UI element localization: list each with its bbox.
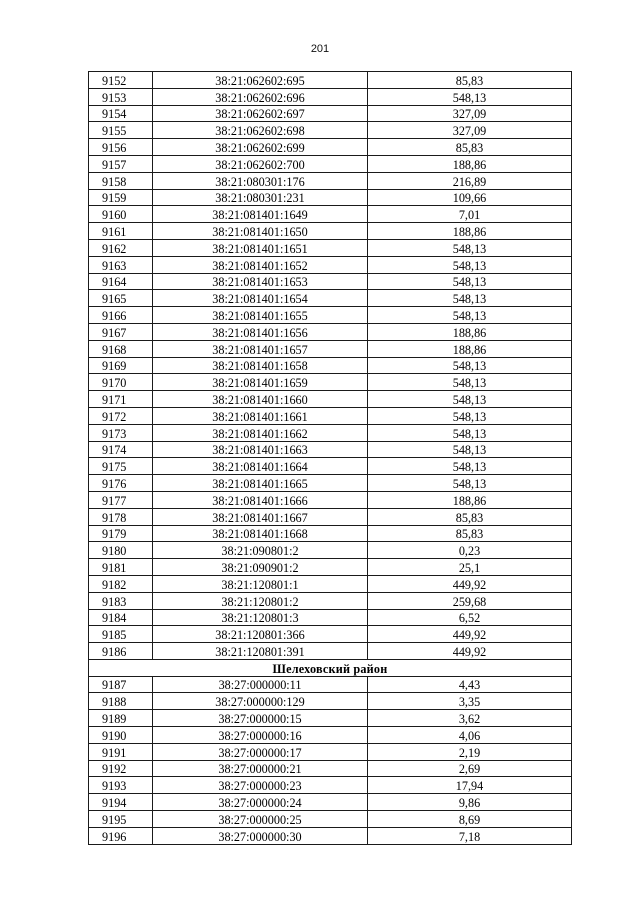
- cadastral-number-cell: 38:21:120801:366: [153, 626, 368, 643]
- row-number-cell: 9186: [89, 643, 153, 660]
- area-value-cell: 2,69: [368, 760, 572, 777]
- table-row: [89, 811, 572, 828]
- cadastral-number-cell: 38:21:081401:1658: [153, 357, 368, 374]
- cadastral-number-cell: 38:21:081401:1657: [153, 340, 368, 357]
- cadastral-number-cell: 38:27:000000:16: [153, 727, 368, 744]
- cadastral-number-cell: 38:27:000000:24: [153, 794, 368, 811]
- area-value-cell: 548,13: [368, 290, 572, 307]
- area-value-cell: 548,13: [368, 256, 572, 273]
- area-value-cell: 85,83: [368, 72, 572, 89]
- row-number-cell: 9166: [89, 307, 153, 324]
- table-row: [89, 592, 572, 609]
- table-row: [89, 122, 572, 139]
- table-row: [89, 525, 572, 542]
- area-value-cell: 6,52: [368, 609, 572, 626]
- area-value-cell: 327,09: [368, 105, 572, 122]
- cadastral-number-cell: 38:21:081401:1650: [153, 223, 368, 240]
- row-number-cell: 9175: [89, 458, 153, 475]
- row-number-cell: 9159: [89, 189, 153, 206]
- cadastral-number-cell: 38:21:081401:1649: [153, 206, 368, 223]
- table-row: [89, 743, 572, 760]
- area-value-cell: 85,83: [368, 525, 572, 542]
- cadastral-number-cell: 38:21:062602:699: [153, 139, 368, 156]
- cadastral-number-cell: 38:21:081401:1660: [153, 391, 368, 408]
- row-number-cell: 9168: [89, 340, 153, 357]
- row-number-cell: 9189: [89, 710, 153, 727]
- row-number-cell: 9160: [89, 206, 153, 223]
- area-value-cell: 3,62: [368, 710, 572, 727]
- section-title: Шелеховский район: [89, 659, 572, 676]
- row-number-cell: 9194: [89, 794, 153, 811]
- row-number-cell: 9162: [89, 239, 153, 256]
- area-value-cell: 188,86: [368, 323, 572, 340]
- cadastral-number-cell: 38:27:000000:17: [153, 743, 368, 760]
- row-number-cell: 9156: [89, 139, 153, 156]
- row-number-cell: 9174: [89, 441, 153, 458]
- cadastral-number-cell: 38:21:080301:231: [153, 189, 368, 206]
- cadastral-number-cell: 38:21:081401:1653: [153, 273, 368, 290]
- area-value-cell: 4,06: [368, 727, 572, 744]
- cadastral-number-cell: 38:21:062602:695: [153, 72, 368, 89]
- table-row: [89, 155, 572, 172]
- row-number-cell: 9173: [89, 424, 153, 441]
- cadastral-number-cell: 38:21:081401:1667: [153, 508, 368, 525]
- table-row: [89, 223, 572, 240]
- table-row: [89, 307, 572, 324]
- area-value-cell: 548,13: [368, 357, 572, 374]
- row-number-cell: 9165: [89, 290, 153, 307]
- area-value-cell: 188,86: [368, 155, 572, 172]
- area-value-cell: 4,43: [368, 676, 572, 693]
- cadastral-number-cell: 38:21:120801:2: [153, 592, 368, 609]
- area-value-cell: 449,92: [368, 626, 572, 643]
- area-value-cell: 7,18: [368, 827, 572, 844]
- cadastral-number-cell: 38:21:120801:3: [153, 609, 368, 626]
- table-row: [89, 391, 572, 408]
- table-row: [89, 172, 572, 189]
- row-number-cell: 9183: [89, 592, 153, 609]
- cadastral-number-cell: 38:27:000000:15: [153, 710, 368, 727]
- table-row: [89, 710, 572, 727]
- row-number-cell: 9169: [89, 357, 153, 374]
- row-number-cell: 9177: [89, 491, 153, 508]
- table-row: [89, 424, 572, 441]
- area-value-cell: 2,19: [368, 743, 572, 760]
- table-row: [89, 508, 572, 525]
- area-value-cell: 3,35: [368, 693, 572, 710]
- table-row: [89, 407, 572, 424]
- area-value-cell: 8,69: [368, 811, 572, 828]
- cadastral-number-cell: 38:21:081401:1664: [153, 458, 368, 475]
- row-number-cell: 9178: [89, 508, 153, 525]
- cadastral-number-cell: 38:21:080301:176: [153, 172, 368, 189]
- table-row: [89, 88, 572, 105]
- table-row: [89, 441, 572, 458]
- cadastral-number-cell: 38:27:000000:25: [153, 811, 368, 828]
- table-row: [89, 760, 572, 777]
- area-value-cell: 85,83: [368, 139, 572, 156]
- table-row: [89, 794, 572, 811]
- area-value-cell: 548,13: [368, 273, 572, 290]
- row-number-cell: 9154: [89, 105, 153, 122]
- table-row: [89, 643, 572, 660]
- page-number: 201: [310, 43, 330, 55]
- table-row: [89, 206, 572, 223]
- row-number-cell: 9152: [89, 72, 153, 89]
- area-value-cell: 548,13: [368, 391, 572, 408]
- cadastral-number-cell: 38:21:081401:1663: [153, 441, 368, 458]
- table-row: [89, 458, 572, 475]
- table-row: [89, 189, 572, 206]
- row-number-cell: 9155: [89, 122, 153, 139]
- row-number-cell: 9176: [89, 475, 153, 492]
- table-row: [89, 491, 572, 508]
- table-row: [89, 239, 572, 256]
- area-value-cell: 85,83: [368, 508, 572, 525]
- cadastral-number-cell: 38:21:062602:697: [153, 105, 368, 122]
- table-row: [89, 559, 572, 576]
- table-row: [89, 626, 572, 643]
- area-value-cell: 548,13: [368, 239, 572, 256]
- row-number-cell: 9187: [89, 676, 153, 693]
- table-row: [89, 827, 572, 844]
- area-value-cell: 9,86: [368, 794, 572, 811]
- cadastral-number-cell: 38:21:081401:1662: [153, 424, 368, 441]
- table-row: [89, 290, 572, 307]
- cadastral-number-cell: 38:21:081401:1656: [153, 323, 368, 340]
- cadastral-number-cell: 38:21:062602:698: [153, 122, 368, 139]
- area-value-cell: 548,13: [368, 88, 572, 105]
- area-value-cell: 188,86: [368, 491, 572, 508]
- table-row: [89, 374, 572, 391]
- cadastral-number-cell: 38:21:081401:1651: [153, 239, 368, 256]
- section-row: [89, 659, 572, 676]
- area-value-cell: 548,13: [368, 458, 572, 475]
- area-value-cell: 7,01: [368, 206, 572, 223]
- row-number-cell: 9180: [89, 542, 153, 559]
- area-value-cell: 548,13: [368, 407, 572, 424]
- table-row: [89, 72, 572, 89]
- table-row: [89, 693, 572, 710]
- table-row: [89, 357, 572, 374]
- row-number-cell: 9153: [89, 88, 153, 105]
- row-number-cell: 9163: [89, 256, 153, 273]
- area-value-cell: 0,23: [368, 542, 572, 559]
- cadastral-number-cell: 38:21:081401:1665: [153, 475, 368, 492]
- table-row: [89, 542, 572, 559]
- area-value-cell: 259,68: [368, 592, 572, 609]
- table-row: [89, 340, 572, 357]
- row-number-cell: 9193: [89, 777, 153, 794]
- row-number-cell: 9196: [89, 827, 153, 844]
- area-value-cell: 188,86: [368, 340, 572, 357]
- area-value-cell: 449,92: [368, 643, 572, 660]
- cadastral-table: [88, 71, 572, 845]
- area-value-cell: 327,09: [368, 122, 572, 139]
- cadastral-number-cell: 38:27:000000:30: [153, 827, 368, 844]
- area-value-cell: 548,13: [368, 307, 572, 324]
- area-value-cell: 17,94: [368, 777, 572, 794]
- row-number-cell: 9195: [89, 811, 153, 828]
- area-value-cell: 188,86: [368, 223, 572, 240]
- row-number-cell: 9192: [89, 760, 153, 777]
- cadastral-number-cell: 38:21:090801:2: [153, 542, 368, 559]
- row-number-cell: 9157: [89, 155, 153, 172]
- row-number-cell: 9185: [89, 626, 153, 643]
- table-row: [89, 727, 572, 744]
- row-number-cell: 9190: [89, 727, 153, 744]
- table-row: [89, 256, 572, 273]
- row-number-cell: 9158: [89, 172, 153, 189]
- area-value-cell: 25,1: [368, 559, 572, 576]
- row-number-cell: 9179: [89, 525, 153, 542]
- area-value-cell: 548,13: [368, 424, 572, 441]
- cadastral-number-cell: 38:21:081401:1654: [153, 290, 368, 307]
- row-number-cell: 9191: [89, 743, 153, 760]
- row-number-cell: 9167: [89, 323, 153, 340]
- cadastral-number-cell: 38:21:062602:700: [153, 155, 368, 172]
- cadastral-number-cell: 38:27:000000:23: [153, 777, 368, 794]
- table-row: [89, 139, 572, 156]
- row-number-cell: 9172: [89, 407, 153, 424]
- cadastral-number-cell: 38:21:120801:1: [153, 575, 368, 592]
- cadastral-number-cell: 38:21:081401:1655: [153, 307, 368, 324]
- area-value-cell: 109,66: [368, 189, 572, 206]
- row-number-cell: 9182: [89, 575, 153, 592]
- cadastral-number-cell: 38:27:000000:21: [153, 760, 368, 777]
- row-number-cell: 9188: [89, 693, 153, 710]
- table-row: [89, 777, 572, 794]
- table-row: [89, 575, 572, 592]
- cadastral-number-cell: 38:21:081401:1652: [153, 256, 368, 273]
- table-row: [89, 323, 572, 340]
- area-value-cell: 216,89: [368, 172, 572, 189]
- cadastral-number-cell: 38:21:120801:391: [153, 643, 368, 660]
- cadastral-number-cell: 38:21:062602:696: [153, 88, 368, 105]
- table-row: [89, 105, 572, 122]
- row-number-cell: 9170: [89, 374, 153, 391]
- table-row: [89, 273, 572, 290]
- area-value-cell: 548,13: [368, 475, 572, 492]
- cadastral-number-cell: 38:27:000000:129: [153, 693, 368, 710]
- row-number-cell: 9164: [89, 273, 153, 290]
- area-value-cell: 449,92: [368, 575, 572, 592]
- cadastral-number-cell: 38:21:090901:2: [153, 559, 368, 576]
- table-row: [89, 676, 572, 693]
- row-number-cell: 9184: [89, 609, 153, 626]
- table-body: [89, 72, 572, 845]
- area-value-cell: 548,13: [368, 374, 572, 391]
- table-row: [89, 475, 572, 492]
- row-number-cell: 9171: [89, 391, 153, 408]
- cadastral-number-cell: 38:27:000000:11: [153, 676, 368, 693]
- cadastral-number-cell: 38:21:081401:1659: [153, 374, 368, 391]
- row-number-cell: 9181: [89, 559, 153, 576]
- cadastral-number-cell: 38:21:081401:1668: [153, 525, 368, 542]
- cadastral-number-cell: 38:21:081401:1661: [153, 407, 368, 424]
- area-value-cell: 548,13: [368, 441, 572, 458]
- table-row: [89, 609, 572, 626]
- row-number-cell: 9161: [89, 223, 153, 240]
- cadastral-number-cell: 38:21:081401:1666: [153, 491, 368, 508]
